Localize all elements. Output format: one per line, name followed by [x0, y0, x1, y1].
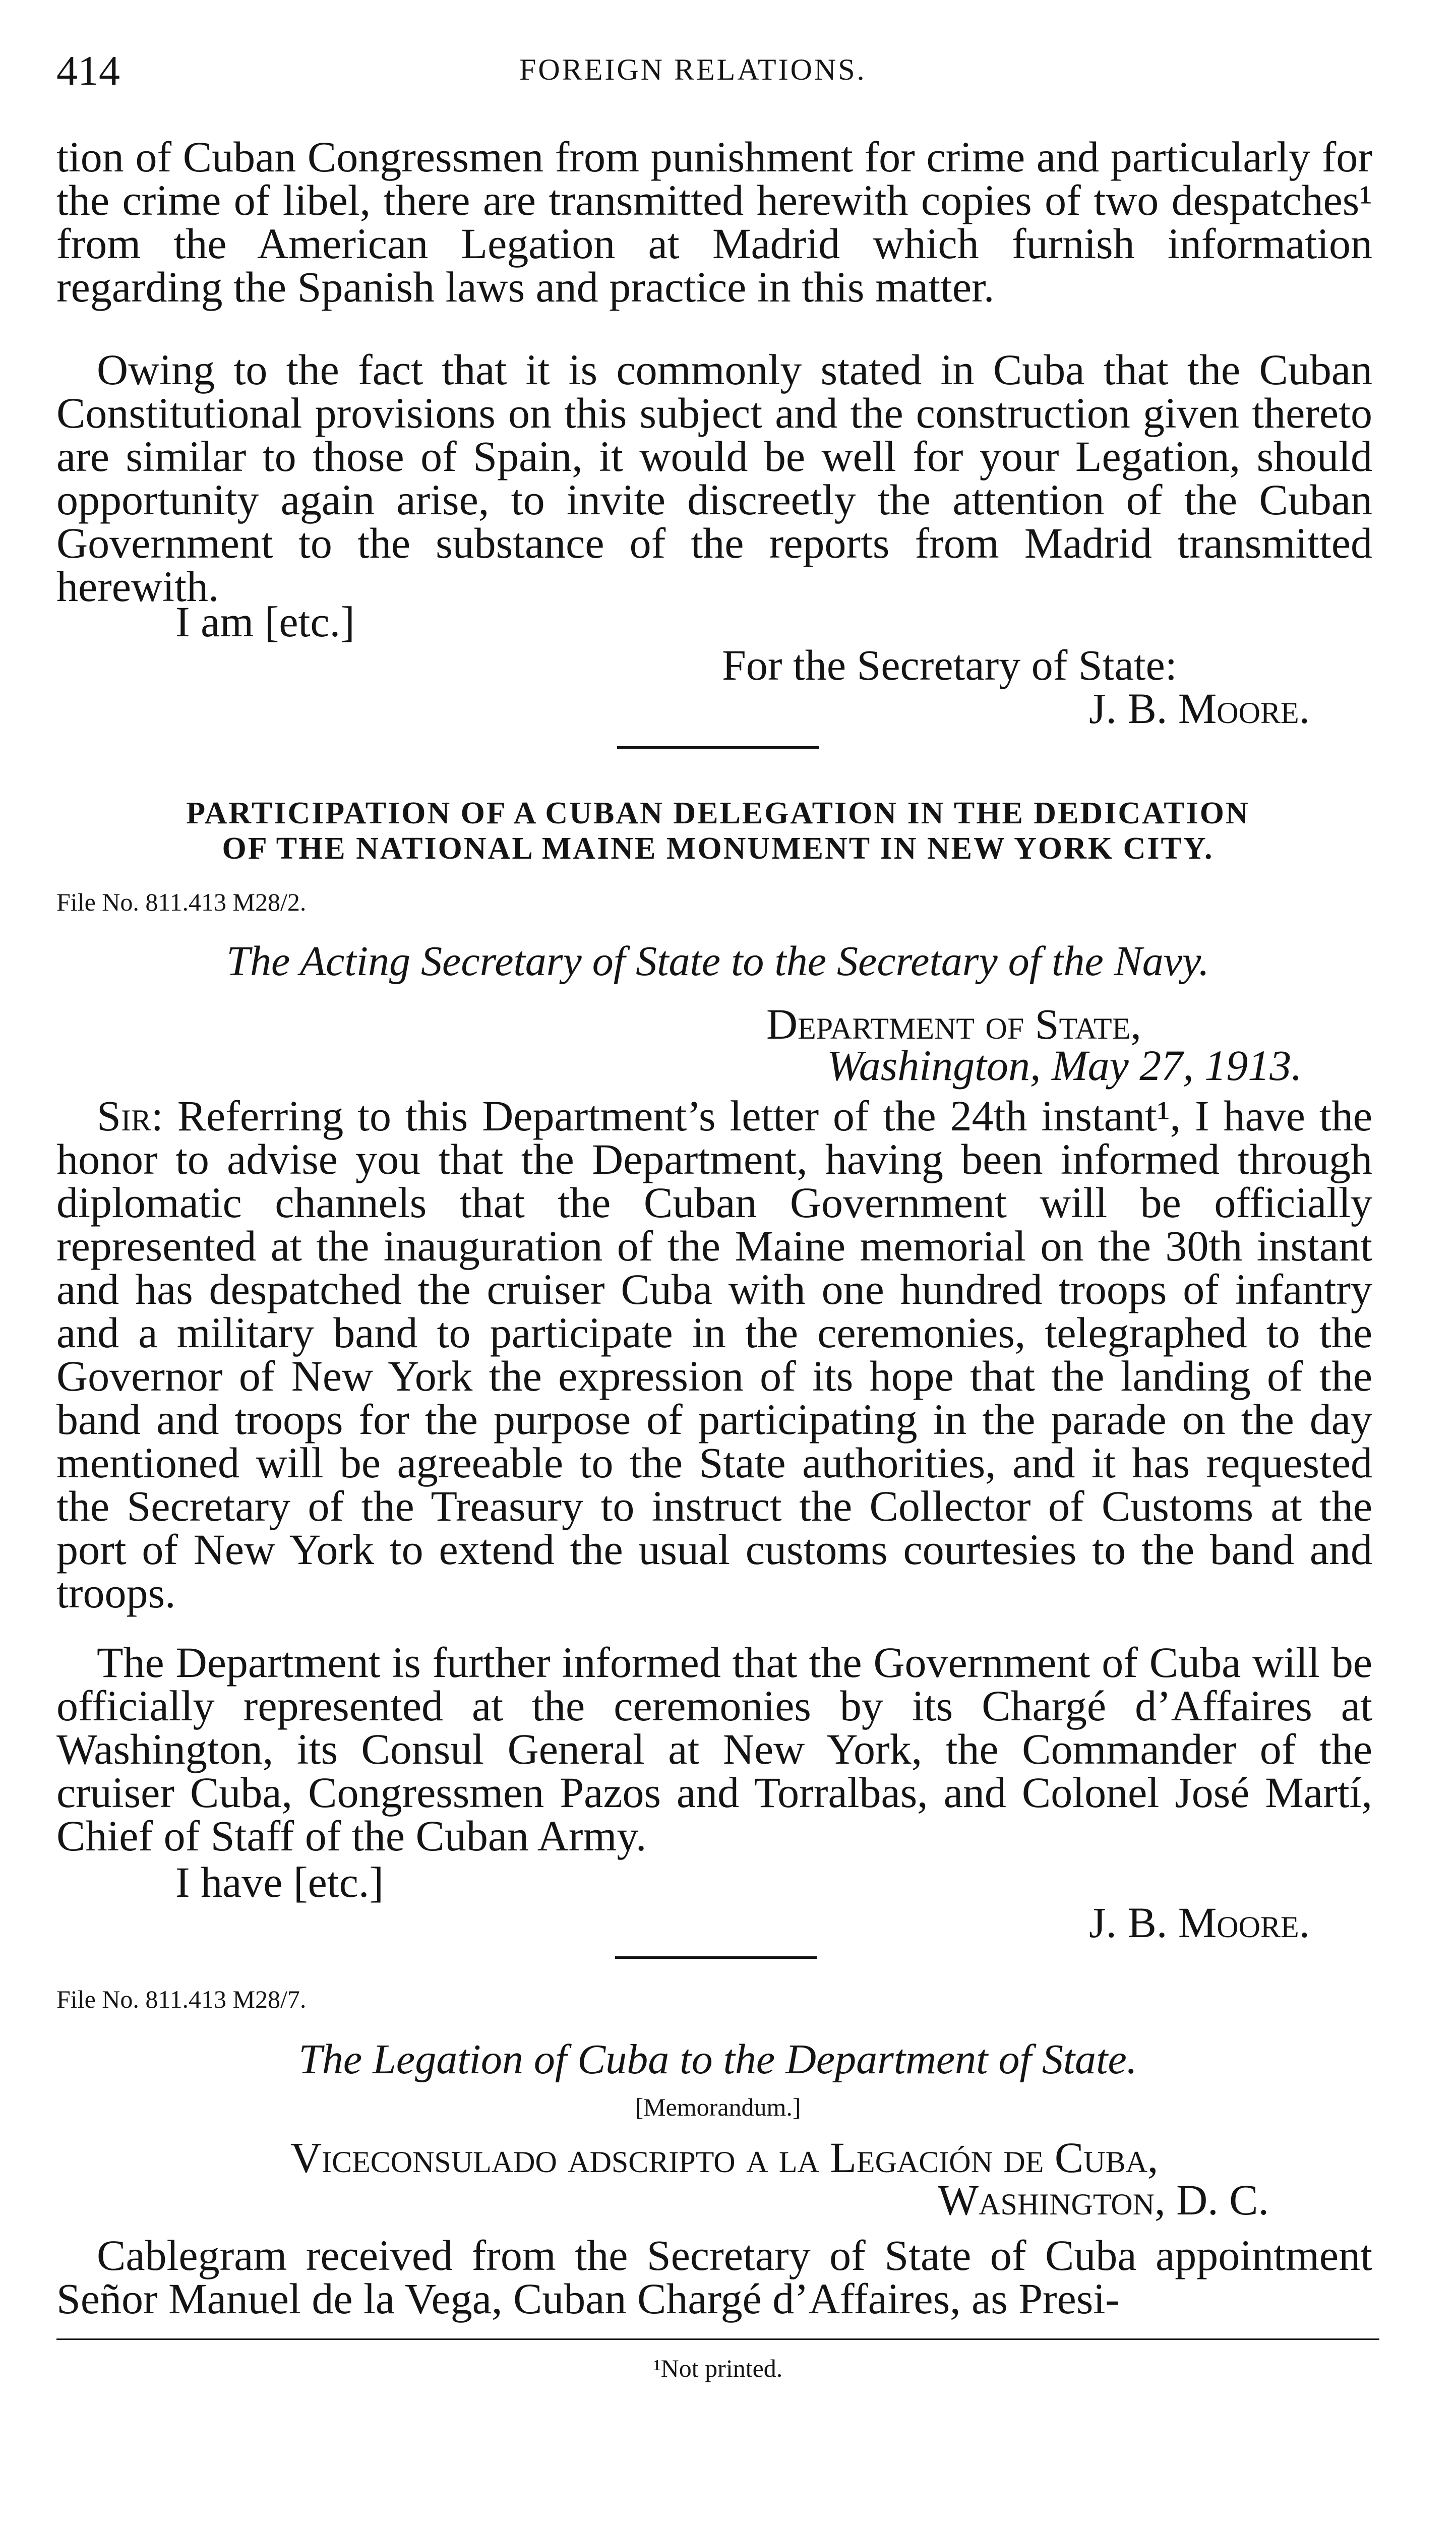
- letter-2-place: Viceconsulado adscripto a la Legación de Cuba,: [290, 2133, 1159, 2182]
- file-number: File No. 811.413 M28/2.: [56, 888, 307, 916]
- letter-2-paragraph: Cablegram received from the Secretary of State of Cuba appointment Señor Manuel de la Vega, Cuban Chargé d’Affaires, as Presi-: [56, 2231, 1372, 2323]
- salutation: Sir:: [97, 1092, 163, 1140]
- letter-title: The Acting Secretary of State to the Secretary of the Navy.: [226, 938, 1209, 985]
- signature: J. B. Moore.: [1089, 684, 1310, 733]
- running-title: FOREIGN RELATIONS.: [519, 53, 867, 86]
- letter-title-2: The Legation of Cuba to the Department of State.: [298, 2036, 1137, 2083]
- footnote: ¹Not printed.: [653, 2354, 783, 2382]
- file-number-2: File No. 811.413 M28/7.: [56, 1985, 307, 2013]
- letter-date: Washington, May 27, 1913.: [827, 1041, 1302, 1090]
- letter-body-text: Referring to this Department’s letter of the 24th instant¹, I have the honor to advise you that the Department, having been informed through diplomatic channels that the Cuban Government will be officially represented at the inauguration of the Maine memorial on the 30th instant and has despatched the cruiser Cuba with one hundred troops of infantry and a military band to participate in the ceremonies, telegraphed to the Governor of New York the expression of its hope that the landing of the band and troops for the purpose of participating in the parade on the day mentioned will be agreeable to the State authorities, and it has requested the Secretary of the Treasury to instruct the Collector of Customs at the port of New York to extend the usual customs courtesies to the band and troops.: [56, 1092, 1372, 1617]
- footnote-rule: [56, 2338, 1379, 2340]
- body-paragraph: Owing to the fact that it is commonly stated in Cuba that the Cuban Constitutional provisions on this subject and the construction given thereto are similar to those of Spain, it would be well for your Legation, should opportunity again arise, to invite discreetly the attention of the Cuban Government to the substance of the reports from Madrid transmitted herewith.: [56, 345, 1372, 611]
- continued-paragraph: tion of Cuban Congressmen from punishment for crime and particularly for the crime of libel, there are transmitted herewith copies of two despatches¹ from the American Legation at Madrid which furnish information regarding the Spanish laws and practice in this matter.: [56, 133, 1372, 311]
- section-heading-line-2: OF THE NATIONAL MAINE MONUMENT IN NEW YORK CITY.: [222, 831, 1214, 866]
- memorandum-label: [Memorandum.]: [635, 2093, 801, 2121]
- letter-body-paragraph-2: The Department is further informed that the Government of Cuba will be officially represented at the ceremonies by its Chargé d’Affaires at Washington, its Consul General at New York, the Commander of the cruiser Cuba, Congressmen Pazos and Torralbas, and Colonel José Martí, Chief of Staff of the Cuban Army.: [56, 1638, 1372, 1860]
- signature-2: J. B. Moore.: [1089, 1898, 1310, 1947]
- section-divider: [617, 746, 819, 749]
- letter-place: Department of State,: [766, 1000, 1141, 1048]
- closing-line: I am [etc.]: [175, 597, 355, 646]
- section-heading-line-1: PARTICIPATION OF A CUBAN DELEGATION IN THE DEDICATION: [186, 796, 1250, 830]
- page-number: 414: [56, 47, 120, 94]
- letter-body-paragraph: [56, 1092, 1372, 1617]
- closing-line-2: I have [etc.]: [175, 1858, 384, 1906]
- letter-divider: [615, 1956, 817, 1959]
- letter-2-city: Washington, D. C.: [938, 2176, 1269, 2224]
- signature-for-line: For the Secretary of State:: [722, 641, 1177, 689]
